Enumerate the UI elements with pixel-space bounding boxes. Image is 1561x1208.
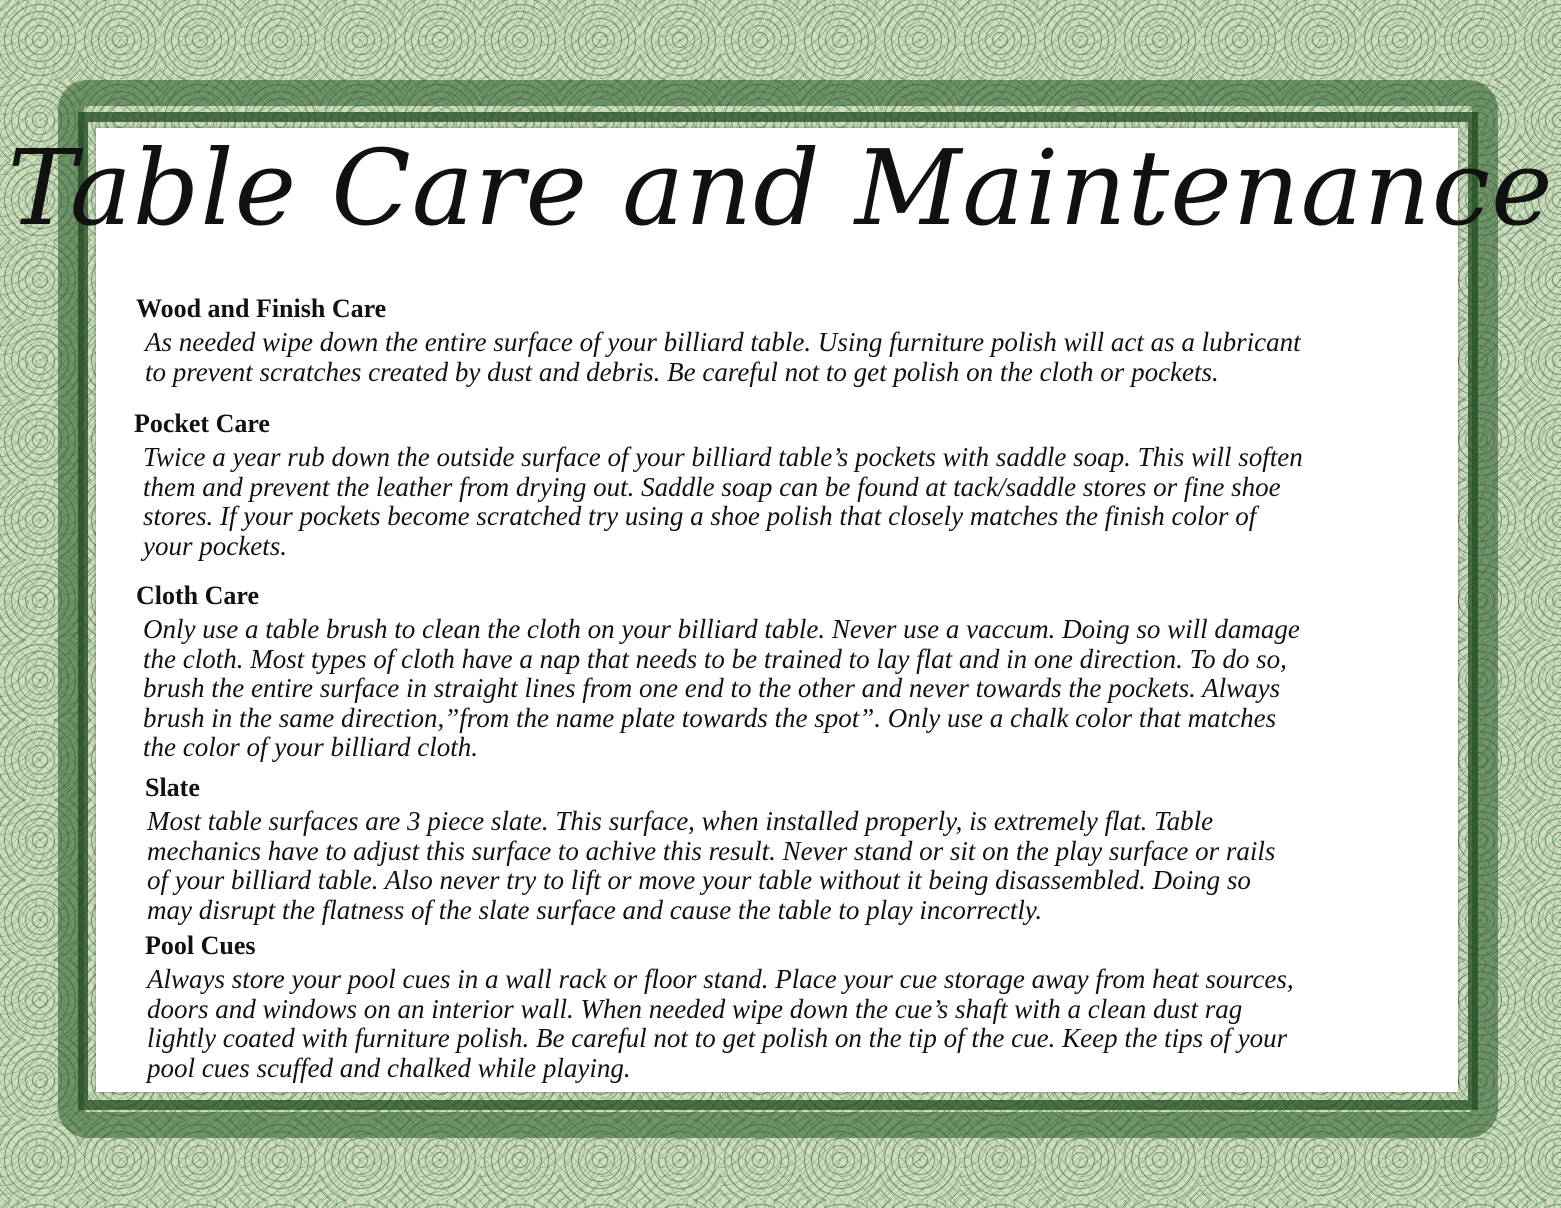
body-line: As needed wipe down the entire surface of your billiard table. Using furniture polish will act as a lubricant — [145, 327, 1301, 357]
section-body — [147, 965, 1425, 1083]
section-heading: Pocket Care — [134, 409, 270, 438]
body-line: your pockets. — [143, 530, 287, 561]
section-slate — [145, 773, 1425, 925]
body-line: the cloth. Most types of cloth have a nap that needs to be trained to lay flat and in one direction. To do so, — [143, 643, 1287, 674]
body-line: of your billiard table. Also never try to lift or move your table without it being disassembled. Doing so — [147, 865, 1251, 895]
body-line: mechanics have to adjust this surface to achive this result. Never stand or sit on the play surface or rails — [147, 835, 1276, 866]
body-line: them and prevent the leather from drying out. Saddle soap can be found at tack/saddle stores or fine shoe — [143, 471, 1281, 502]
section-pocket-care — [134, 409, 1434, 561]
body-line: brush in the same direction,”from the name plate towards the spot”. Only use a chalk color that matches — [143, 702, 1277, 733]
section-cloth-care — [136, 581, 1436, 763]
section-heading: Wood and Finish Care — [136, 294, 387, 323]
body-line: Always store your pool cues in a wall rack or floor stand. Place your cue storage away from heat sources, — [147, 964, 1294, 994]
section-body — [147, 807, 1425, 925]
body-line: doors and windows on an interior wall. When needed wipe down the cue’s shaft with a clean dust rag — [147, 993, 1243, 1024]
body-line: stores. If your pockets become scratched try using a shoe polish that closely matches the finish color of — [143, 501, 1257, 531]
section-body — [143, 443, 1434, 561]
body-line: Twice a year rub down the outside surface of your billiard table’s pockets with saddle soap. This will soften — [143, 442, 1303, 472]
section-heading: Slate — [145, 773, 200, 802]
body-line: pool cues scuffed and chalked while playing. — [147, 1052, 631, 1083]
section-heading: Cloth Care — [136, 581, 260, 610]
section-body — [145, 328, 1426, 387]
section-body — [143, 615, 1436, 763]
section-heading: Pool Cues — [145, 931, 256, 960]
section-wood-finish-care — [136, 294, 1426, 387]
body-line: Most table surfaces are 3 piece slate. This surface, when installed properly, is extremely flat. Table — [147, 806, 1214, 836]
body-line: may disrupt the flatness of the slate surface and cause the table to play incorrectly. — [147, 894, 1043, 925]
body-line: brush the entire surface in straight lines from one end to the other and never towards the pockets. Always — [143, 673, 1281, 703]
body-line: the color of your billiard cloth. — [143, 732, 478, 762]
body-line: to prevent scratches created by dust and debris. Be careful not to get polish on the cloth or pockets. — [145, 356, 1219, 387]
body-line: Only use a table brush to clean the cloth on your billiard table. Never use a vaccum. Doing so will damage — [143, 614, 1300, 644]
body-line: lightly coated with furniture polish. Be careful not to get polish on the tip of the cue. Keep the tips of your — [147, 1023, 1288, 1053]
section-pool-cues — [145, 931, 1425, 1083]
page-title: Table Care and Maintenance — [7, 127, 1554, 249]
